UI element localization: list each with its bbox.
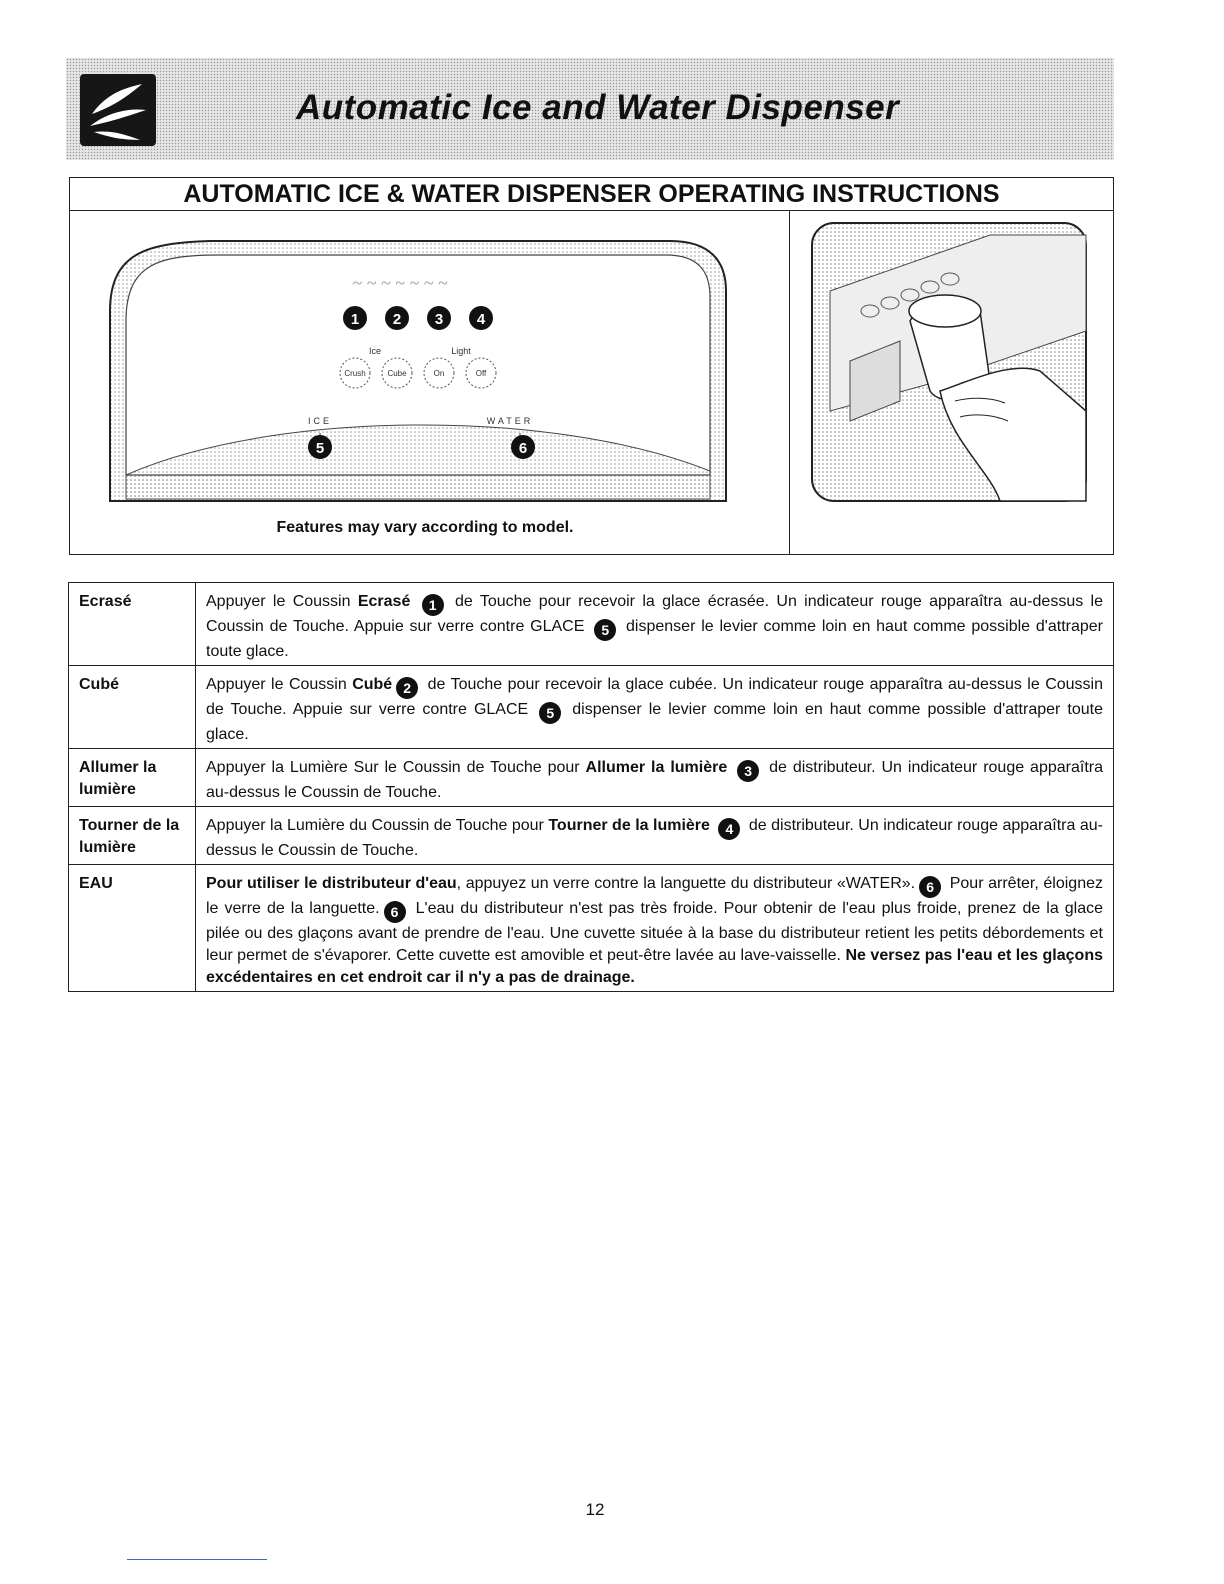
instructions-table — [68, 582, 1114, 992]
water-paddle-label: WATER — [486, 416, 534, 426]
description-light-off: Appuyer la Lumière du Coussin de Touche pour Tourner de la lumière 4 de distributeur. Un indicateur rouge apparaîtra au-dessus le Coussin de Touche. — [196, 807, 1114, 865]
table-row — [69, 749, 1114, 807]
svg-text:6: 6 — [518, 440, 528, 457]
svg-text:Cube: Cube — [387, 369, 407, 378]
callout-badge: 6 — [384, 901, 406, 923]
control-panel-illustration — [70, 211, 790, 511]
term-crush: Ecrasé — [69, 583, 196, 666]
callout-badge: 4 — [718, 818, 740, 840]
svg-text:2: 2 — [392, 311, 402, 328]
callout-badge: 5 — [594, 619, 616, 641]
svg-text:5: 5 — [315, 440, 325, 457]
svg-text:3: 3 — [434, 311, 444, 328]
callout-badge: 2 — [396, 677, 418, 699]
description-water: Pour utiliser le distributeur d'eau, appuyez un verre contre la languette du distributeur «WATER». 6 Pour arrêter, éloignez le verre de la languette. 6 L'eau du distributeur n'est pas très froide. Pour obtenir de l'eau plus froide, prenez de la glace pilée ou des glaçons avant de prendre de l'eau. Une cuvette située à la base du distributeur retient les petits débordements et leur permet de s'évaporer. Cette cuvette est amovible et peut-être lavée au lave-vaisselle. Ne versez pas l'eau et les glaçons excédentaires en cet endroit car il n'y a pas de drainage. — [196, 865, 1114, 992]
svg-text:~ ~ ~ ~ ~ ~ ~: ~ ~ ~ ~ ~ ~ ~ — [352, 273, 448, 293]
description-cube: Appuyer le Coussin Cubé 2 de Touche pour recevoir la glace cubée. Un indicateur rouge apparaîtra au-dessus le Coussin de Touche. Appuie sur verre contre GLACE 5 dispenser le levier comme loin en haut comme possible d'attraper toute glace. — [196, 666, 1114, 749]
callout-badge: 5 — [539, 702, 561, 724]
ice-paddle-label: ICE — [307, 416, 333, 426]
operating-instructions-section — [69, 177, 1114, 555]
table-row — [69, 807, 1114, 865]
page-number: 12 — [585, 1500, 605, 1519]
svg-text:1: 1 — [350, 311, 360, 328]
term-light-on: Allumer la lumière — [69, 749, 196, 807]
svg-text:Off: Off — [475, 369, 487, 378]
callout-badge: 3 — [737, 760, 759, 782]
banner-title: Automatic Ice and Water Dispenser — [296, 88, 900, 127]
term-cube: Cubé — [69, 666, 196, 749]
group-ice-label: Ice — [368, 346, 382, 356]
control-panel-figure — [70, 211, 790, 554]
description-crush: Appuyer le Coussin Ecrasé 1 de Touche pour recevoir la glace écrasée. Un indicateur rouge apparaîtra au-dessus le Coussin de Touche. Appuie sur verre contre GLACE 5 dispenser le levier comme loin en haut comme possible d'attraper toute glace. — [196, 583, 1114, 666]
table-row — [69, 666, 1114, 749]
leaf-logo-icon — [80, 74, 156, 146]
svg-text:4: 4 — [476, 311, 486, 328]
description-light-on: Appuyer la Lumière Sur le Coussin de Touche pour Allumer la lumière 3 de distributeur. Un indicateur rouge apparaîtra au-dessus le Coussin de Touche. — [196, 749, 1114, 807]
table-row — [69, 865, 1114, 992]
footer-rule — [127, 1559, 267, 1560]
term-water: EAU — [69, 865, 196, 992]
svg-text:Crush: Crush — [344, 369, 366, 378]
svg-text:On: On — [433, 369, 445, 378]
figure-caption: Features may vary according to model. — [276, 519, 574, 536]
table-row — [69, 583, 1114, 666]
callout-badge: 6 — [919, 876, 941, 898]
glass-against-paddle-illustration — [790, 211, 1113, 511]
dispenser-photo-figure — [790, 211, 1113, 554]
callout-badge: 1 — [422, 594, 444, 616]
term-light-off: Tourner de la lumière — [69, 807, 196, 865]
header-banner — [66, 58, 1114, 160]
section-heading: AUTOMATIC ICE & WATER DISPENSER OPERATING INSTRUCTIONS — [70, 178, 1113, 211]
group-light-label: Light — [451, 346, 471, 356]
